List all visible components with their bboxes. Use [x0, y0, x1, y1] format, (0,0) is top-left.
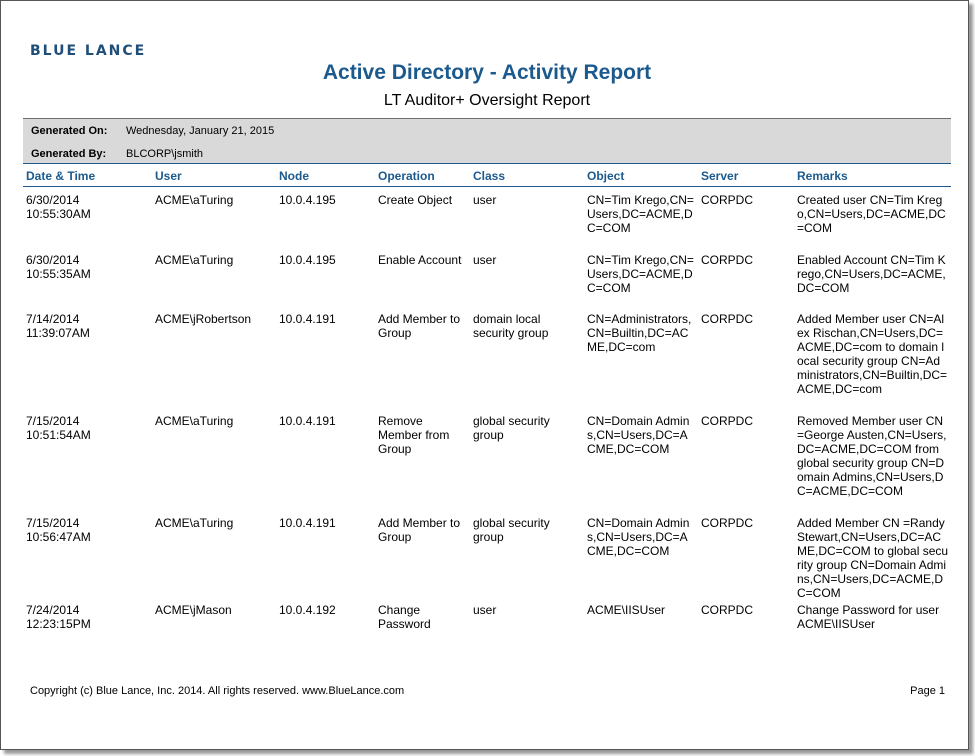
column-header-operation: Operation: [378, 169, 435, 183]
cell-date-time: 7/14/2014 11:39:07AM: [26, 312, 90, 340]
column-header-class: Class: [473, 169, 506, 183]
generated-by-label: Generated By:: [31, 148, 107, 160]
cell-node: 10.0.4.191: [279, 414, 336, 428]
cell-node: 10.0.4.195: [279, 193, 336, 207]
cell-server: CORPDC: [701, 193, 754, 207]
cell-user: ACME\jMason: [155, 603, 232, 617]
generated-by-value: BLCORP\jsmith: [126, 148, 204, 160]
cell-server: CORPDC: [701, 253, 754, 267]
cell-node: 10.0.4.195: [279, 253, 336, 267]
cell-remarks: Created user CN=Tim Krego,CN=Users,DC=ACME,DC=COM: [797, 193, 946, 235]
footer-copyright: Copyright (c) Blue Lance, Inc. 2014. All rights reserved. www.BlueLance.com: [30, 685, 405, 697]
cell-date-time: 7/15/2014 10:51:54AM: [26, 414, 91, 442]
footer-page-number: Page 1: [910, 685, 945, 697]
cell-date-time: 6/30/2014 10:55:30AM: [26, 193, 91, 221]
cell-operation: Remove Member from Group: [378, 414, 450, 456]
cell-node: 10.0.4.192: [279, 603, 336, 617]
cell-user: ACME\aTuring: [155, 414, 234, 428]
cell-operation: Add Member to Group: [378, 312, 461, 340]
cell-class: global security group: [473, 414, 550, 442]
table-header: [23, 163, 951, 187]
cell-object: CN=Domain Admins,CN=Users,DC=ACME,DC=COM: [587, 516, 690, 558]
cell-user: ACME\aTuring: [155, 253, 234, 267]
cell-user: ACME\aTuring: [155, 516, 234, 530]
cell-date-time: 6/30/2014 10:55:35AM: [26, 253, 91, 281]
cell-remarks: Enabled Account CN=Tim Krego,CN=Users,DC=ACME,DC=COM: [797, 253, 946, 295]
column-header-object: Object: [587, 169, 625, 183]
cell-remarks: Change Password for user ACME\IISUser: [797, 603, 940, 631]
generated-on-label: Generated On:: [31, 125, 108, 137]
cell-class: global security group: [473, 516, 550, 544]
cell-object: ACME\IISUser: [587, 603, 666, 617]
cell-node: 10.0.4.191: [279, 516, 336, 530]
cell-operation: Create Object: [378, 193, 453, 207]
column-header-date-time: Date & Time: [26, 169, 96, 183]
generated-on-value: Wednesday, January 21, 2015: [126, 125, 275, 137]
cell-object: CN=Tim Krego,CN=Users,DC=ACME,DC=COM: [587, 253, 694, 295]
cell-operation: Change Password: [378, 603, 431, 631]
cell-operation: Add Member to Group: [378, 516, 461, 544]
cell-class: domain local security group: [473, 312, 549, 340]
generation-info-box: [23, 118, 951, 164]
cell-node: 10.0.4.191: [279, 312, 336, 326]
report-title: Active Directory - Activity Report: [322, 61, 652, 84]
column-header-server: Server: [701, 169, 739, 183]
cell-server: CORPDC: [701, 414, 754, 428]
cell-remarks: Added Member user CN=Alex Rischan,CN=Users,DC=ACME,DC=com to domain local security group CN=Administrators,CN=Builtin,DC=ACME,DC=com: [797, 312, 948, 396]
cell-class: user: [473, 253, 497, 267]
cell-object: CN=Administrators,CN=Builtin,DC=ACME,DC=com: [587, 312, 692, 354]
cell-remarks: Removed Member user CN=George Austen,CN=Users,DC=ACME,DC=COM from global security group CN=Domain Admins,CN=Users,DC=ACME,DC=COM: [797, 414, 947, 498]
blue-lance-logo: BLUE LANCE: [30, 43, 147, 59]
column-header-node: Node: [279, 169, 309, 183]
cell-remarks: Added Member CN =Randy Stewart,CN=Users,DC=ACME,DC=COM to global security group CN=Domain Admins,CN=Users,DC=ACME,DC=COM: [797, 516, 949, 600]
column-header-user: User: [155, 169, 182, 183]
cell-date-time: 7/15/2014 10:56:47AM: [26, 516, 91, 544]
column-header-remarks: Remarks: [797, 169, 848, 183]
cell-user: ACME\aTuring: [155, 193, 234, 207]
cell-object: CN=Domain Admins,CN=Users,DC=ACME,DC=COM: [587, 414, 690, 456]
cell-class: user: [473, 193, 497, 207]
cell-server: CORPDC: [701, 516, 754, 530]
cell-date-time: 7/24/2014 12:23:15PM: [26, 603, 91, 631]
report-subtitle: LT Auditor+ Oversight Report: [383, 92, 591, 109]
cell-server: CORPDC: [701, 312, 754, 326]
cell-class: user: [473, 603, 497, 617]
cell-object: CN=Tim Krego,CN=Users,DC=ACME,DC=COM: [587, 193, 694, 235]
cell-user: ACME\jRobertson: [155, 312, 252, 326]
cell-operation: Enable Account: [378, 253, 462, 267]
cell-server: CORPDC: [701, 603, 754, 617]
